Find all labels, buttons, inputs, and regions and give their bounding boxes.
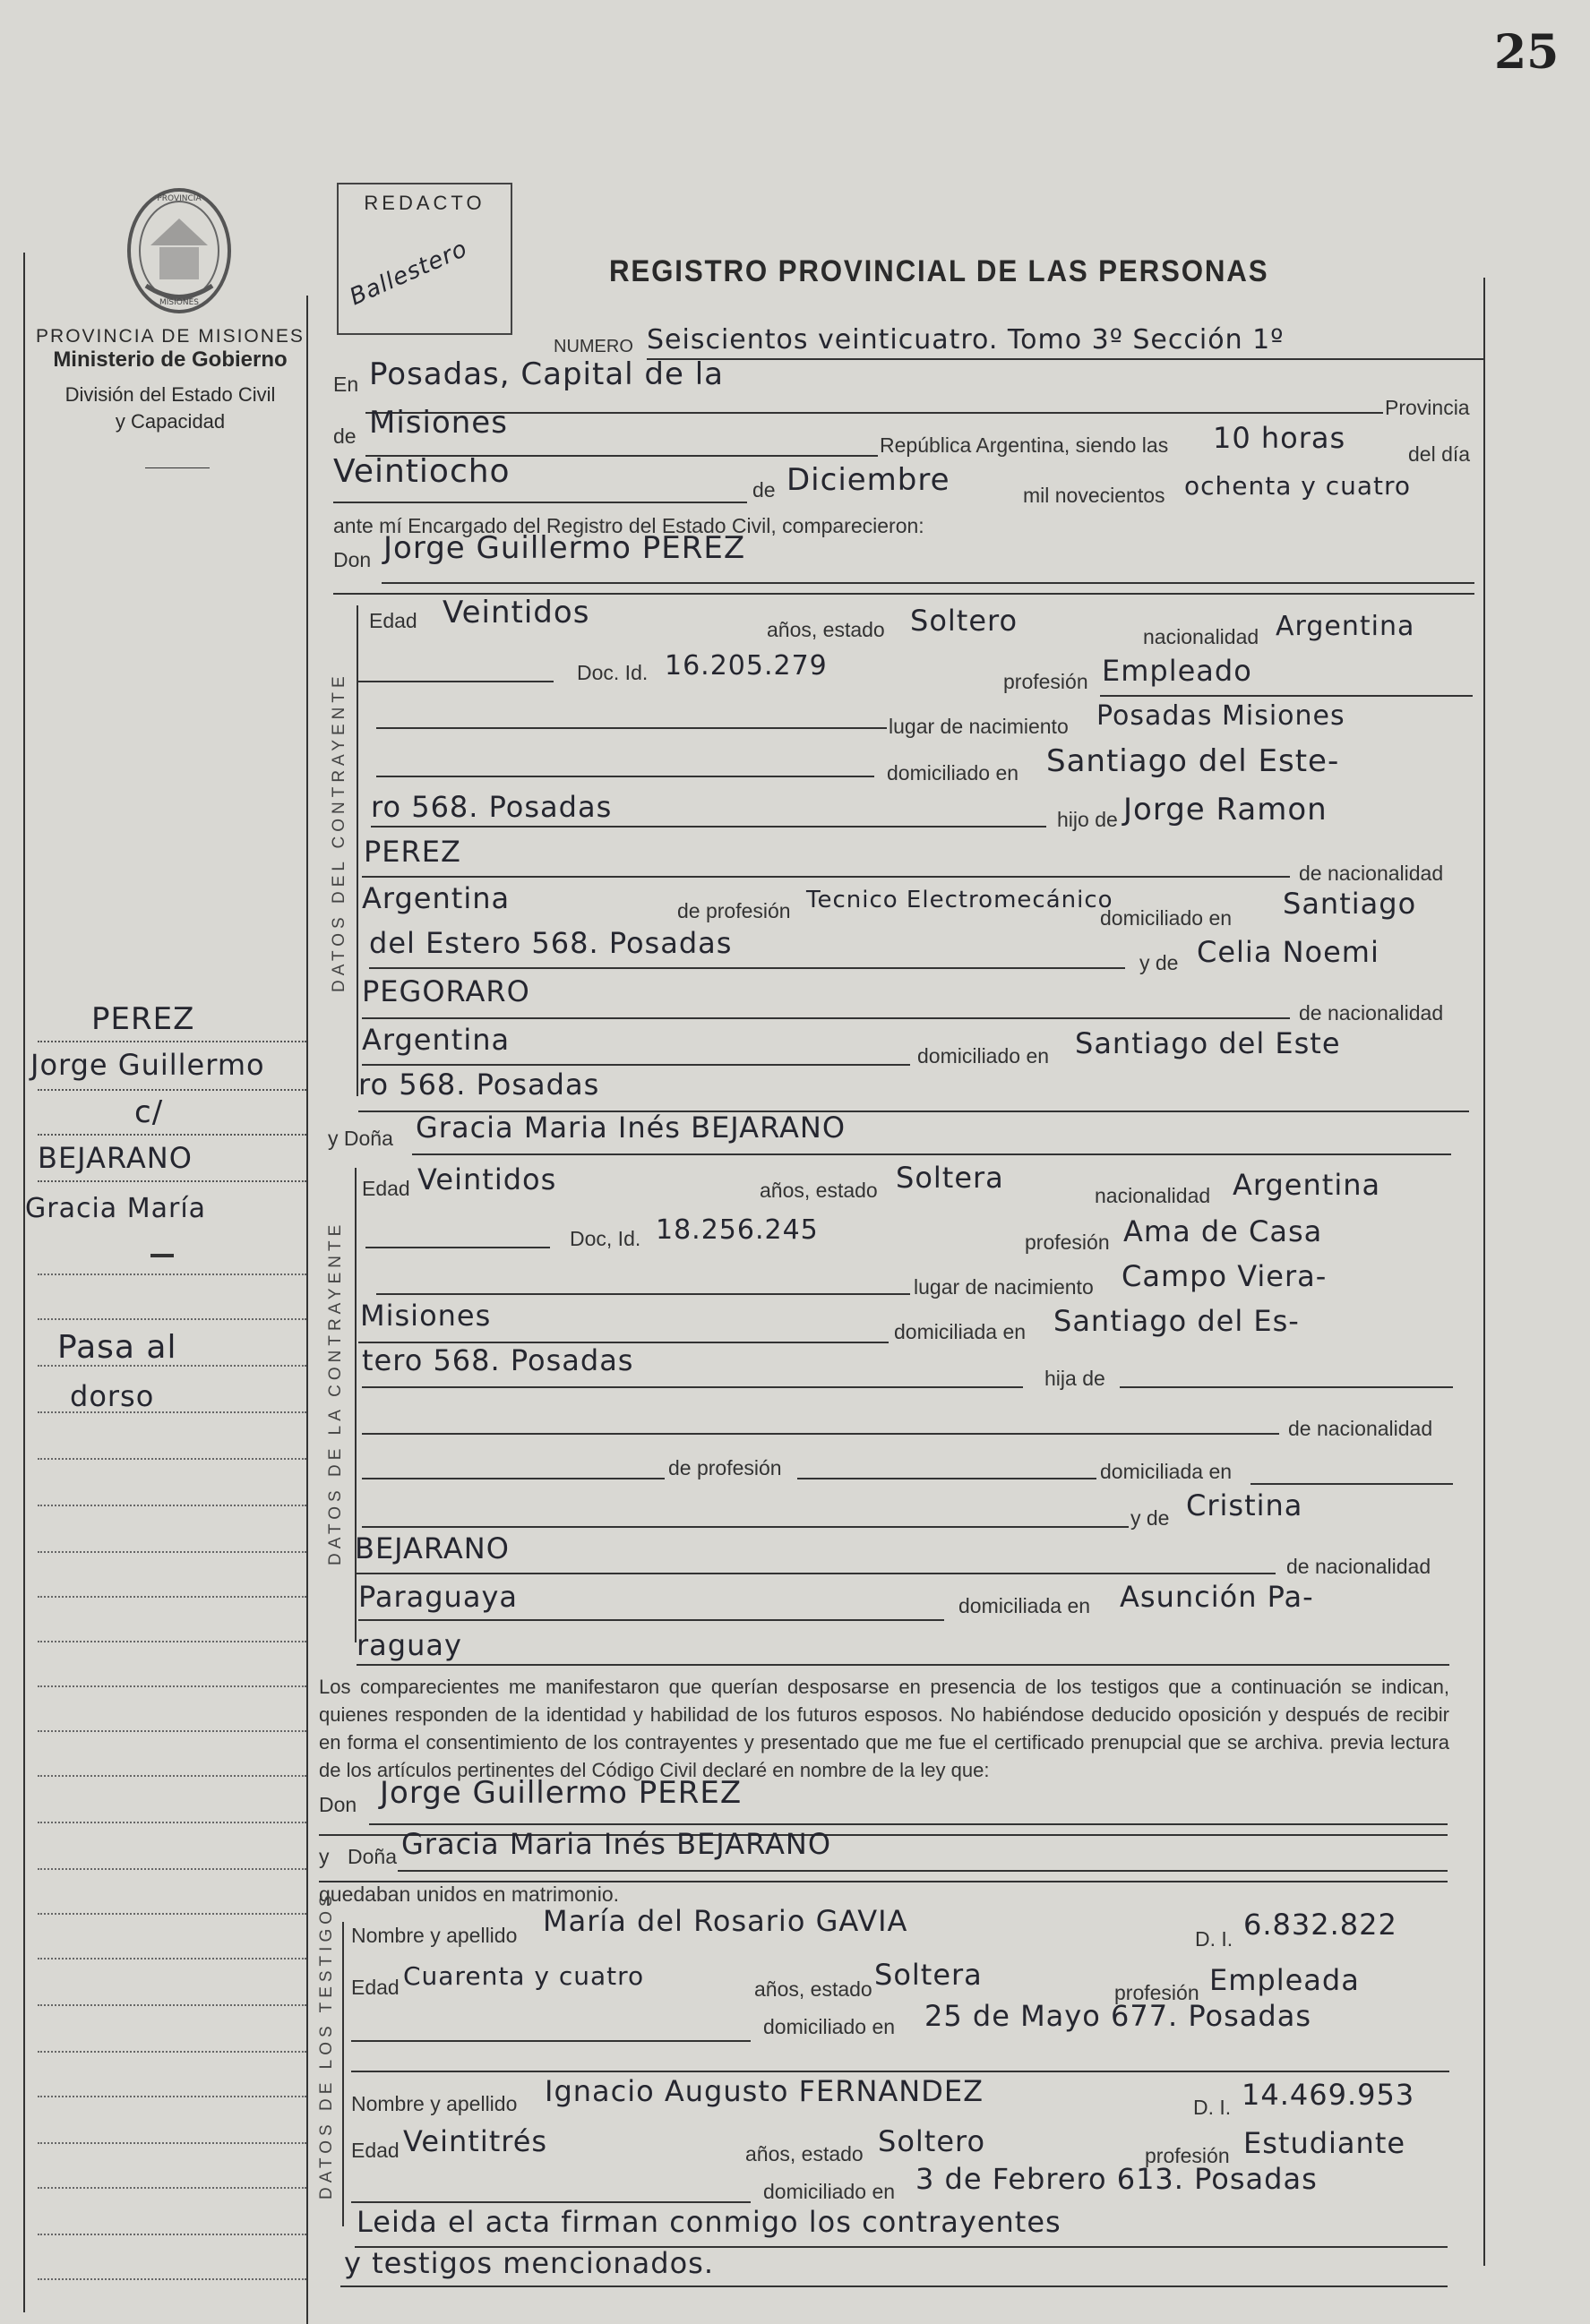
margin-note-1: PEREZ [91,1001,195,1037]
hw-f-dom-2: tero 568. Posadas [362,1343,634,1377]
label-m-hijo-de: hijo de [1057,808,1118,831]
label-m-doc: Doc. Id. [577,661,649,684]
margin-dotted-line [38,1730,306,1732]
hw-provincia: Misiones [369,405,508,441]
hw-f-madre-nac: Paraguaya [358,1580,518,1614]
hw-m-padre-dom-2: del Estero 568. Posadas [369,926,733,960]
label-del-dia: del día [1408,442,1471,466]
hw-m-doc: 16.205.279 [665,650,828,682]
margin-note-4: BEJARANO [38,1141,193,1175]
line-m-doc-pre [358,681,554,682]
line-don [382,582,1474,584]
label-numero: NUMERO [554,337,633,356]
margin-dotted-line [38,1505,306,1506]
hw-m-lugar: Posadas Misiones [1096,700,1345,732]
stamp-caption: REDACTO [364,192,486,214]
label-f-doc: Doc, Id. [570,1227,641,1250]
line-f-dom-2 [362,1386,1023,1388]
line-f-lugar-pre [376,1293,910,1295]
line-dona-2-name [398,1870,1448,1872]
label-t2-di: D. I. [1193,2096,1232,2119]
label-ante: ante mí Encargado del Registro del Estado Civil, comparecieron: [333,514,924,537]
hw-m-dom-1: Santiago del Este- [1046,743,1340,779]
left-header-divider [145,467,210,468]
margin-dotted-line [38,1318,306,1320]
province-label: PROVINCIA DE MISIONES [36,326,305,347]
testigos-bracket [342,1922,344,2226]
hw-m-estado: Soltero [910,604,1018,638]
margin-note-3: c/ [134,1094,164,1130]
hw-mes: Diciembre [786,462,950,498]
label-y: y [319,1845,330,1868]
caption-contrayente-f: DATOS DE LA CONTRAYENTE [326,1220,345,1565]
line-dona [412,1153,1451,1155]
hw-m-padre-nac: Argentina [362,881,511,915]
label-de: de [333,424,357,448]
hw-f-estado: Soltera [896,1161,1004,1195]
contrayente-m-bracket [357,605,358,1096]
hw-m-dom-2: ro 568. Posadas [371,790,613,824]
label-f-anos-estado: años, estado [760,1179,878,1202]
label-m-anos-estado: años, estado [767,618,885,641]
hw-horas: 10 horas [1213,421,1346,455]
margin-dotted-line [38,2187,306,2189]
label-quedaban: quedaban unidos en matrimonio. [319,1882,620,1906]
line-m-dom-2 [371,826,1046,828]
line-f-madre-dom [357,1664,1449,1666]
hw-cierre-2: y testigos mencionados. [344,2246,715,2280]
hw-m-padre-dom-1: Santiago [1283,887,1417,921]
hw-f-dom-1: Santiago del Es- [1053,1304,1300,1338]
margin-dots-4 [38,1180,306,1182]
label-t2-nombre: Nombre y apellido [351,2092,518,2115]
hw-f-lugar-1: Campo Viera- [1122,1259,1328,1293]
hw-don-2: Jorge Guillermo PEREZ [380,1775,743,1811]
margin-dotted-line [38,1596,306,1598]
hw-m-nacionalidad: Argentina [1276,611,1415,642]
margin-dash [150,1254,174,1257]
hw-t2-estado: Soltero [878,2124,986,2158]
line-f-padre-2 [362,1433,1279,1435]
hw-m-padre-prof: Tecnico Electromecánico [806,887,1113,913]
hw-dona-2: Gracia Maria Inés BEJARANO [401,1827,832,1861]
margin-dotted-line [38,1775,306,1777]
label-t2-anos: años, estado [745,2142,864,2165]
margin-note-6: Pasa al [57,1329,177,1366]
hw-f-madre-dom-2: raguay [357,1628,462,1662]
label-f-nacionalidad: nacionalidad [1095,1184,1211,1207]
caption-testigos: DATOS DE LOS TESTIGOS [317,1891,336,2200]
hw-t1-di: 6.832.822 [1243,1908,1397,1942]
margin-dots-3 [38,1134,306,1136]
label-m-nacionalidad: nacionalidad [1143,625,1259,648]
line-m-padre-dom [369,967,1125,969]
hw-m-madre-2: PEGORARO [362,974,530,1008]
page-number: 25 [1494,25,1560,80]
margin-dotted-line [38,1685,306,1687]
margin-dotted-line [38,1458,306,1460]
line-f-padre [1120,1386,1453,1388]
hw-t2-edad: Veintitrés [403,2124,548,2158]
hw-don: Jorge Guillermo PEREZ [383,530,746,566]
label-m-padre-dom: domiciliado en [1100,906,1233,930]
label-f-y-de: y de [1130,1506,1170,1530]
line-t1-dom-pre [351,2040,751,2042]
margin-dotted-line [38,2051,306,2053]
margin-dotted-line [38,1913,306,1915]
line-f-madre [355,1573,1276,1574]
line-numero [647,358,1485,360]
margin-dotted-line [38,1868,306,1870]
label-t2-dom: domiciliado en [763,2180,896,2203]
ministry-label: Ministerio de Gobierno [53,347,288,372]
label-m-padre-prof: de profesión [677,899,791,922]
line-en [365,412,1383,414]
label-t1-prof: profesión [1114,1981,1199,2004]
line-m-dom-pre [376,776,874,777]
margin-dotted-line [38,1273,306,1275]
label-f-madre-dom: domiciliada en [958,1594,1091,1617]
margin-dotted-line [38,2004,306,2006]
line-dia [333,502,747,503]
main-column-line [306,296,308,2324]
hw-f-madre-1: Cristina [1186,1488,1303,1522]
margin-dots-2 [38,1089,306,1091]
line-m-prof [1100,695,1473,697]
left-margin-line [23,253,25,2312]
label-f-dom: domiciliada en [894,1320,1027,1343]
redacto-stamp [337,183,512,335]
label-m-lugar: lugar de nacimiento [889,715,1069,738]
margin-dotted-line [38,1365,306,1367]
label-m-dom: domiciliado en [887,761,1019,785]
hw-t1-prof: Empleada [1209,1963,1360,1997]
margin-dots-1 [38,1041,306,1042]
hw-numero: Seiscientos veinticuatro. Tomo 3º Sección 1º [647,324,1285,356]
line-m-madre [362,1017,1290,1019]
hw-m-madre-nac: Argentina [362,1023,511,1057]
label-f-hija-de: hija de [1044,1367,1105,1390]
line-m-lugar-pre [376,727,887,729]
label-f-edad: Edad [362,1177,410,1200]
hw-anio: ochenta y cuatro [1184,471,1412,501]
hw-dona: Gracia Maria Inés BEJARANO [416,1111,847,1145]
hw-f-nacionalidad: Argentina [1233,1168,1381,1202]
hw-t2-dom: 3 de Febrero 613. Posadas [915,2162,1318,2196]
division-label-2: y Capacidad [115,410,226,433]
label-dona-2: Doña [348,1845,397,1868]
hw-t2-nombre: Ignacio Augusto FERNANDEZ [545,2074,984,2108]
margin-note-7: dorso [70,1379,155,1413]
label-m-y-de: y de [1139,951,1179,974]
line-f-padre-dom [1251,1483,1453,1485]
hw-m-madre-dom-1: Santiago del Este [1075,1026,1341,1060]
margin-dotted-line [38,1822,306,1823]
caption-contrayente-m: DATOS DEL CONTRAYENTE [330,672,348,992]
label-t1-edad: Edad [351,1976,400,1999]
label-provincia: Provincia [1385,396,1470,419]
hw-f-lugar-2: Misiones [360,1299,492,1333]
line-cierre-2 [340,2285,1448,2287]
hw-m-madre-1: Celia Noemi [1197,935,1379,969]
seal-top-text: PROVINCIA [157,194,202,203]
provincial-seal [124,183,236,315]
stamp-signature: Ballestero [345,235,472,312]
hw-m-profesion: Empleado [1102,654,1252,688]
line-f-madre-nac [358,1619,944,1621]
label-y-dona: y Doña [328,1127,393,1150]
margin-dotted-line [38,1641,306,1642]
contrayente-f-bracket [355,1168,357,1642]
label-republica: República Argentina, siendo las [880,433,1169,457]
left-header [27,326,314,433]
hw-dia: Veintiocho [333,453,511,490]
label-t2-edad: Edad [351,2139,400,2162]
hw-m-padre-2: PEREZ [364,835,461,869]
hw-t1-edad: Cuarenta y cuatro [403,1961,645,1991]
margin-dotted-line [38,2278,306,2280]
label-m-madre-dom: domiciliado en [917,1044,1050,1068]
margin-dotted-line [38,2096,306,2097]
line-don-2-name [369,1823,1448,1825]
hw-m-padre-1: Jorge Ramon [1123,792,1328,828]
line-f-padre-nac [362,1478,665,1479]
right-border-line [1483,278,1485,2266]
line-f-padre-prof [797,1478,1096,1479]
declaration-paragraph: Los comparecientes me manifestaron que querían desposarse en presencia de los testigos que a continuación se indican, quienes responden de la identidad y habilidad de los futuros esposos. No habiéndose deducido oposición y después de recibir en forma el consentimiento de los contrayentes y presentado que me fue el certificado prenupcial que se archiva. previa lectura de los artículos pertinentes del Código Civil declaré en nombre de la ley que: [319,1676,1449,1781]
margin-dotted-line [38,1411,306,1413]
label-f-padre-dom: domiciliada en [1100,1460,1233,1483]
hw-f-madre-dom-1: Asunción Pa- [1120,1580,1314,1614]
hw-t2-prof: Estudiante [1243,2126,1406,2160]
label-t1-nombre: Nombre y apellido [351,1924,518,1947]
hw-f-madre-2: BEJARANO [355,1531,510,1565]
label-f-madre-nac: de nacionalidad [1286,1555,1431,1578]
label-f-lugar: lugar de nacimiento [914,1275,1094,1299]
label-t2-prof: profesión [1145,2144,1230,2167]
hw-t1-estado: Soltera [874,1958,983,1992]
label-t1-anos: años, estado [754,1977,872,2001]
hw-t1-dom: 25 de Mayo 677. Posadas [924,1999,1311,2033]
line-f-madre-pre [362,1526,1129,1528]
label-m-edad: Edad [369,609,417,632]
line-t2-dom-pre [351,2201,751,2203]
label-don: Don [333,548,372,571]
margin-dotted-line [38,1958,306,1960]
division-label-1: División del Estado Civil [64,383,276,406]
label-m-madre-nac: de nacionalidad [1299,1001,1444,1025]
label-m-profesion: profesión [1003,670,1088,693]
margin-note-5: Gracia María [25,1193,207,1224]
hw-en: Posadas, Capital de la [369,356,724,392]
line-f-doc-pre [365,1247,550,1248]
label-mil-novecientos: mil novecientos [1023,484,1165,507]
hw-f-edad: Veintidos [417,1162,557,1196]
hw-f-doc: 18.256.245 [656,1214,819,1246]
label-don-2: Don [319,1793,357,1816]
hw-m-madre-dom-2: ro 568. Posadas [358,1068,600,1102]
document-title: REGISTRO PROVINCIAL DE LAS PERSONAS [609,254,1269,288]
hw-m-edad: Veintidos [443,595,590,630]
label-f-padre-prof: de profesión [668,1456,782,1479]
hw-t1-nombre: María del Rosario GAVIA [543,1904,908,1938]
seal-bottom-text: MISIONES [159,298,200,307]
margin-dotted-line [38,2234,306,2235]
line-t1-end [351,2071,1449,2072]
label-de-mes: de [752,478,776,502]
hw-t2-di: 14.469.953 [1242,2078,1415,2112]
label-t1-dom: domiciliado en [763,2015,896,2038]
margin-note-2: Jorge Guillermo [30,1048,265,1082]
label-en: En [333,373,359,396]
label-f-profesion: profesión [1025,1231,1110,1254]
line-m-madre-nac [362,1064,910,1066]
label-t1-di: D. I. [1195,1927,1233,1951]
label-m-padre-nac: de nacionalidad [1299,862,1444,885]
margin-dotted-line [38,1551,306,1553]
hw-cierre-1: Leida el acta firman conmigo los contrayentes [357,2205,1061,2239]
hw-f-profesion: Ama de Casa [1123,1214,1323,1248]
label-f-padre-nac: de nacionalidad [1288,1417,1433,1440]
margin-dotted-line [38,2142,306,2144]
line-m-padre [362,876,1290,878]
